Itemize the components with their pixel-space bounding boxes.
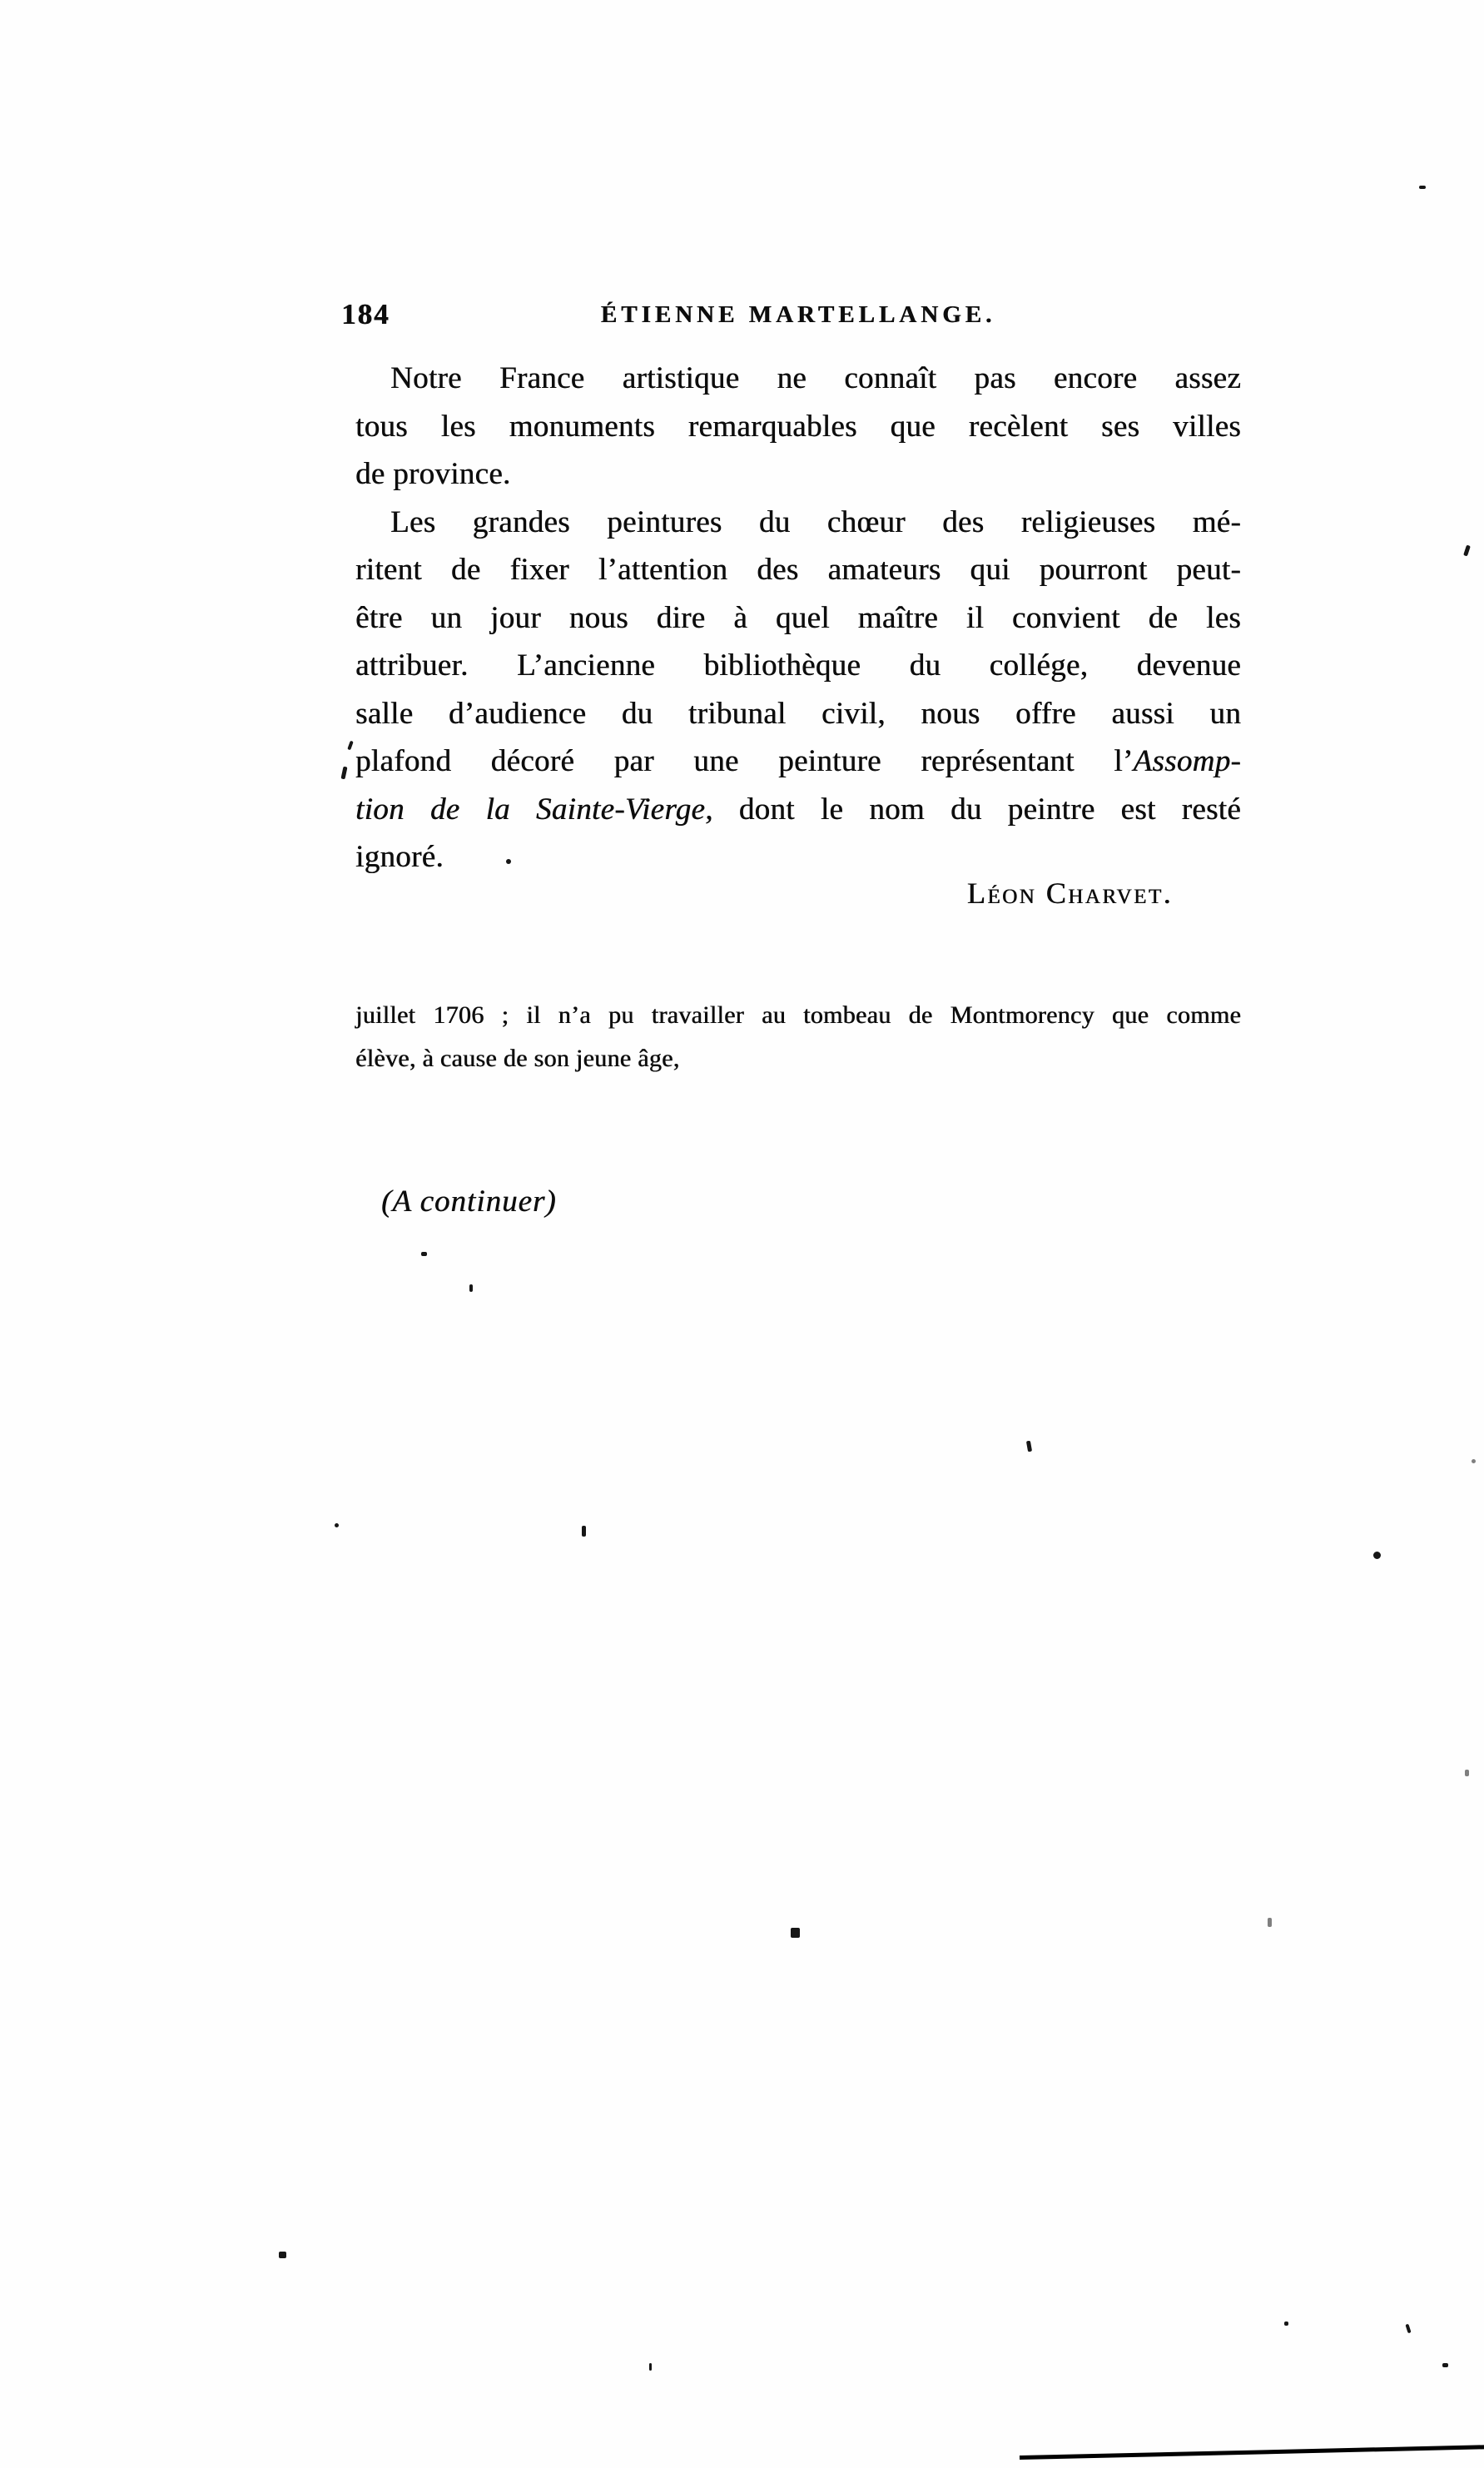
text-line [355,642,1241,690]
scan-speck [421,1252,427,1256]
scan-speck [1268,1918,1272,1927]
text-line [355,737,1241,786]
text-line [355,355,1241,403]
running-head [341,298,1241,330]
scan-speck [340,767,347,780]
scan-speck [469,1284,473,1292]
text-line [355,403,1241,451]
author-signature: Léon Charvet. [966,876,1173,910]
continuation-note: (A continuer) [381,1184,557,1219]
text-segment: ritent de fixer l’attention des amateurs qui pourront peut- [355,553,1241,587]
scan-speck [791,1928,800,1938]
body-text [355,355,1241,881]
text-segment: tous les monuments remarquables que recèlent ses villes [355,409,1241,444]
scan-speck [1405,2324,1411,2334]
text-segment: dont le nom du peintre est resté [712,792,1241,827]
scan-speck [649,2363,652,2371]
text-segment: attribuer. L’ancienne bibliothèque du collége, devenue [355,648,1241,683]
text-line [355,499,1241,547]
scan-edge-line [1020,2444,1484,2460]
text-line [355,546,1241,594]
text-line [355,786,1241,834]
scan-speck [1284,2322,1288,2326]
footnote-line: élève, à cause de son jeune âge, [355,1045,680,1072]
running-title: ÉTIENNE MARTELLANGE. [600,301,996,328]
scan-speck [1373,1552,1381,1559]
text-segment: ignoré. [355,840,444,874]
italic-text-segment: Assomp- [1133,744,1241,778]
text-segment: salle d’audience du tribunal civil, nous offre aussi un [355,696,1241,731]
scan-speck [1419,186,1426,189]
scan-speck [1472,1459,1476,1463]
scan-speck [1026,1441,1032,1452]
page-number: 184 [341,298,390,330]
italic-text-segment: tion de la Sainte-Vierge, [355,792,713,827]
scan-speck [1442,2363,1448,2367]
text-line [355,594,1241,643]
footnote [355,994,1241,1080]
scan-speck [1465,1770,1469,1776]
footnote-line: juillet 1706 ; il n’a pu travailler au tombeau de Montmorency que comme [355,1001,1241,1029]
text-line [355,833,1241,881]
text-segment: être un jour nous dire à quel maître il convient de les [355,600,1241,635]
scan-speck [506,859,511,864]
scan-speck [279,2252,286,2258]
text-segment: Notre France artistique ne connaît pas encore assez [390,361,1241,395]
scan-speck [335,1523,339,1527]
text-segment: de province. [355,457,511,491]
scan-speck [582,1526,586,1537]
text-segment: plafond décoré par une peinture représentant l’ [355,744,1134,778]
text-segment: Les grandes peintures du chœur des religieuses mé- [390,504,1241,539]
scan-speck [1463,545,1471,557]
text-line [355,690,1241,738]
text-line [355,450,1241,499]
scan-speck [347,741,354,751]
